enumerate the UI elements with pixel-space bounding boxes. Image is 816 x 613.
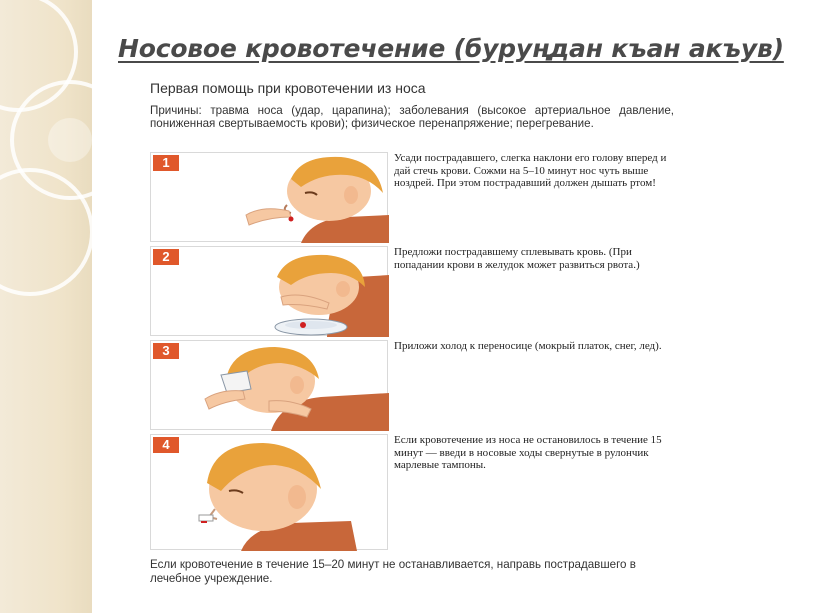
- step-2: [150, 246, 674, 336]
- step-number-badge: 3: [153, 343, 179, 359]
- boy-with-cold-compress-icon: [151, 341, 389, 431]
- boy-leaning-forward-icon: [151, 153, 389, 243]
- step-4: [150, 434, 674, 550]
- sheet-heading: Первая помощь при кровотечении из носа: [150, 80, 426, 96]
- step-1: [150, 152, 674, 242]
- causes-text: Причины: травма носа (удар, царапина); заболевания (высокое артериальное давление, пониженная свертываемость крови); физическое перенапряжение; перегревание.: [150, 104, 674, 130]
- step-number-badge: 1: [153, 155, 179, 171]
- boy-spitting-blood-icon: [151, 247, 389, 337]
- step-4-illustration-frame: [150, 434, 388, 550]
- step-1-text: Усади пострадавшего, слегка наклони его голову вперед и дай стечь крови. Сожми на 5–10 минут нос чуть выше ноздрей. При этом пострадавший должен дышать ртом!: [394, 152, 667, 190]
- step-2-text: Предложи пострадавшему сплевывать кровь. (При попадании крови в желудок может развиться рвота.): [394, 246, 640, 271]
- decorative-rings-icon: [0, 0, 130, 613]
- step-number-badge: 4: [153, 437, 179, 453]
- step-number-badge: 2: [153, 249, 179, 265]
- step-3-text: Приложи холод к переносице (мокрый платок, снег, лед).: [394, 340, 662, 352]
- slide-title: Носовое кровотечение (буруңдан къан акъув): [118, 34, 784, 63]
- step-3: [150, 340, 674, 430]
- step-1-illustration-frame: [150, 152, 388, 242]
- boy-with-nasal-tampons-icon: [151, 435, 389, 551]
- footer-text: Если кровотечение в течение 15–20 минут не останавливается, направь пострадавшего в лечебное учреждение.: [150, 558, 636, 585]
- step-3-illustration-frame: [150, 340, 388, 430]
- step-2-illustration-frame: [150, 246, 388, 336]
- step-4-text: Если кровотечение из носа не остановилось в течение 15 минут — введи в носовые ходы свернутые в рулончик марлевые тампоны.: [394, 434, 662, 472]
